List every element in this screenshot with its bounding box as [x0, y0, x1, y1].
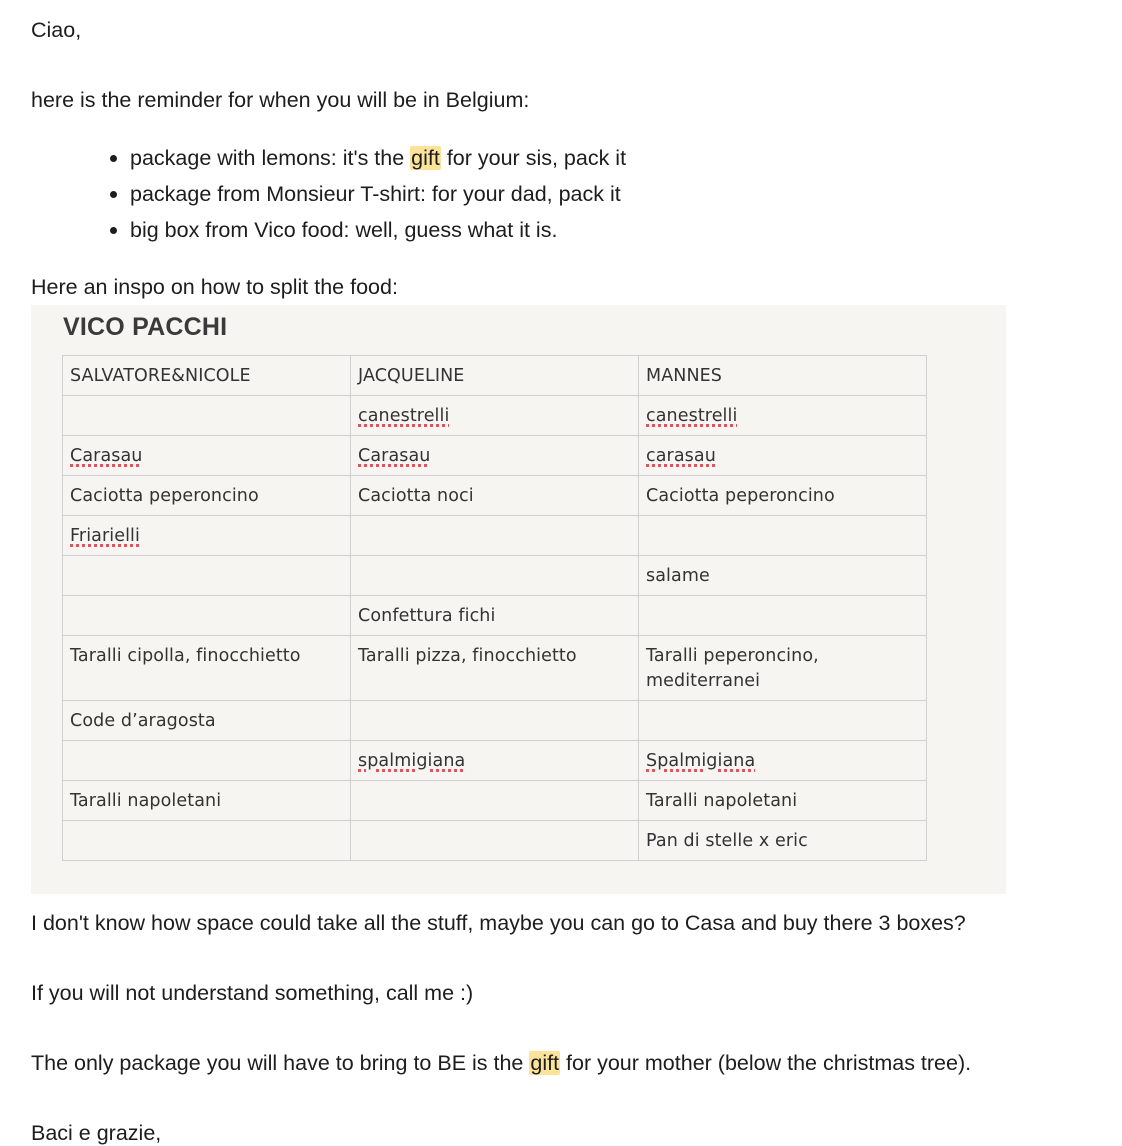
food-split-table [62, 355, 927, 861]
table-cell [63, 821, 351, 861]
bullet-icon [110, 191, 117, 198]
table-cell: Caciotta peperoncino [63, 476, 351, 516]
table-cell: Carasau [63, 436, 351, 476]
table-cell: Taralli napoletani [63, 781, 351, 821]
table-cell [351, 701, 639, 741]
header-cell: MANNES [639, 356, 927, 396]
table-cell: Pan di stelle x eric [639, 821, 927, 861]
closing: Baci e grazie, [31, 1121, 162, 1145]
greeting: Ciao, [31, 18, 82, 42]
table-cell [63, 556, 351, 596]
call-line: If you will not understand something, call me :) [31, 981, 474, 1005]
table-cell [351, 516, 639, 556]
bullet-icon [110, 227, 117, 234]
table-cell: Taralli napoletani [639, 781, 927, 821]
list-item: package from Monsieur T-shirt: for your dad, pack it [31, 179, 626, 215]
table-row [63, 701, 927, 741]
notes-screenshot [31, 305, 1006, 894]
table-cell: spalmigiana [351, 741, 639, 781]
table-cell [639, 701, 927, 741]
table-cell: Caciotta peperoncino [639, 476, 927, 516]
table-cell: canestrelli [351, 396, 639, 436]
table-row [63, 636, 927, 701]
reminder-list [31, 143, 626, 251]
note-title: VICO PACCHI [63, 313, 228, 341]
table-cell: Taralli peperoncino, mediterranei [639, 636, 927, 701]
table-row [63, 476, 927, 516]
table-row [63, 556, 927, 596]
table-cell [351, 781, 639, 821]
table-row [63, 396, 927, 436]
table-cell [63, 596, 351, 636]
list-item: big box from Vico food: well, guess what it is. [31, 215, 626, 251]
table-header-row [63, 356, 927, 396]
highlight-gift: gift [411, 146, 440, 170]
table-cell [63, 741, 351, 781]
table-row [63, 436, 927, 476]
header-cell: JACQUELINE [351, 356, 639, 396]
inspo-line: Here an inspo on how to split the food: [31, 275, 398, 299]
table-cell: canestrelli [639, 396, 927, 436]
table-cell [63, 396, 351, 436]
table-row [63, 596, 927, 636]
table-cell: Confettura fichi [351, 596, 639, 636]
table-cell: Spalmigiana [639, 741, 927, 781]
bullet-icon [110, 155, 117, 162]
table-cell: Taralli cipolla, finocchietto [63, 636, 351, 701]
header-cell: SALVATORE&NICOLE [63, 356, 351, 396]
table-cell: Carasau [351, 436, 639, 476]
table-cell: Taralli pizza, finocchietto [351, 636, 639, 701]
table-cell: salame [639, 556, 927, 596]
only-package-line: The only package you will have to bring to BE is the gift for your mother (below the christmas tree). [31, 1051, 972, 1075]
table-cell: Code d’aragosta [63, 701, 351, 741]
table-cell: Friarielli [63, 516, 351, 556]
intro-line: here is the reminder for when you will be in Belgium: [31, 88, 530, 112]
table-row [63, 781, 927, 821]
table-row [63, 741, 927, 781]
table-row [63, 821, 927, 861]
space-line: I don't know how space could take all the stuff, maybe you can go to Casa and buy there 3 boxes? [31, 911, 966, 935]
table-cell [639, 516, 927, 556]
table-cell: Caciotta noci [351, 476, 639, 516]
highlight-gift: gift [530, 1051, 560, 1075]
table-cell [351, 821, 639, 861]
table-cell: carasau [639, 436, 927, 476]
table-row [63, 516, 927, 556]
table-cell [639, 596, 927, 636]
table-cell [351, 556, 639, 596]
list-item: package with lemons: it's the gift for your sis, pack it [31, 143, 626, 179]
